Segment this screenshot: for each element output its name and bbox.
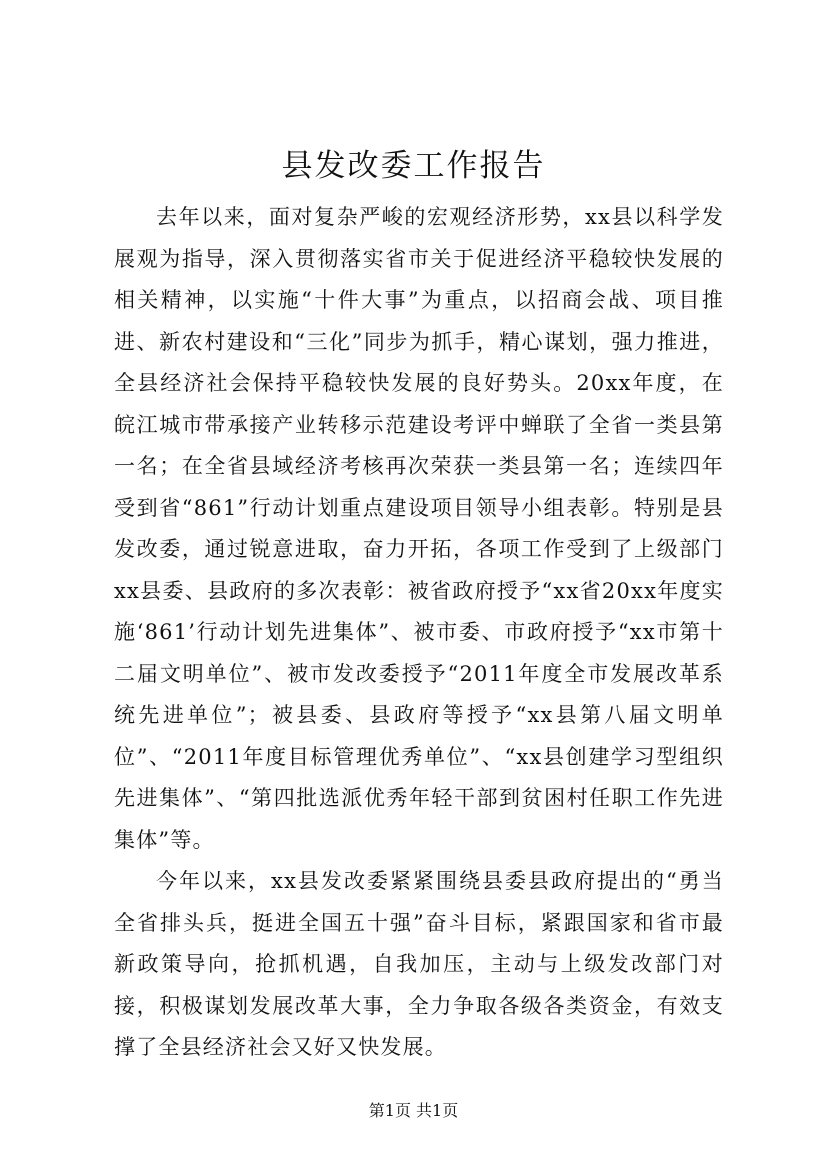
page-footer: 第1页 共1页 bbox=[368, 1101, 459, 1120]
document-body bbox=[114, 197, 724, 1069]
paragraph-2: 今年以来，xx县发改委紧紧围绕县委县政府提出的“勇当全省排头兵，挺进全国五十强”奋斗目标，紧跟国家和省市最新政策导向，抢抓机遇，自我加压，主动与上级发改部门对接，积极谋划发展改革大事，全力争取各级各类资金，有效支撑了全县经济社会又好又快发展。 bbox=[114, 869, 724, 1059]
document-title: 县发改委工作报告 bbox=[281, 148, 546, 184]
paragraph-1: 去年以来，面对复杂严峻的宏观经济形势，xx县以科学发展观为指导，深入贯彻落实省市关于促进经济平稳较快发展的相关精神，以实施“十件大事”为重点，以招商会战、项目推进、新农村建设和“三化”同步为抓手，精心谋划，强力推进，全县经济社会保持平稳较快发展的良好势头。20xx年度，在皖江城市带承接产业转移示范建设考评中蝉联了全省一类县第一名；在全省县域经济考核再次荣获一类县第一名；连续四年受到省“861”行动计划重点建设项目领导小组表彰。特别是县发改委，通过锐意进取，奋力开拓，各项工作受到了上级部门xx县委、县政府的多次表彰：被省政府授予“xx省20xx年度实施‘861’行动计划先进集体”、被市委、市政府授予“xx市第十二届文明单位”、被市发改委授予“2011年度全市发展改革系统先进单位”；被县委、县政府等授予“xx县第八届文明单位”、“2011年度目标管理优秀单位”、“xx县创建学习型组织先进集体”、“第四批选派优秀年轻干部到贫困村任职工作先进集体”等。 bbox=[114, 205, 724, 852]
